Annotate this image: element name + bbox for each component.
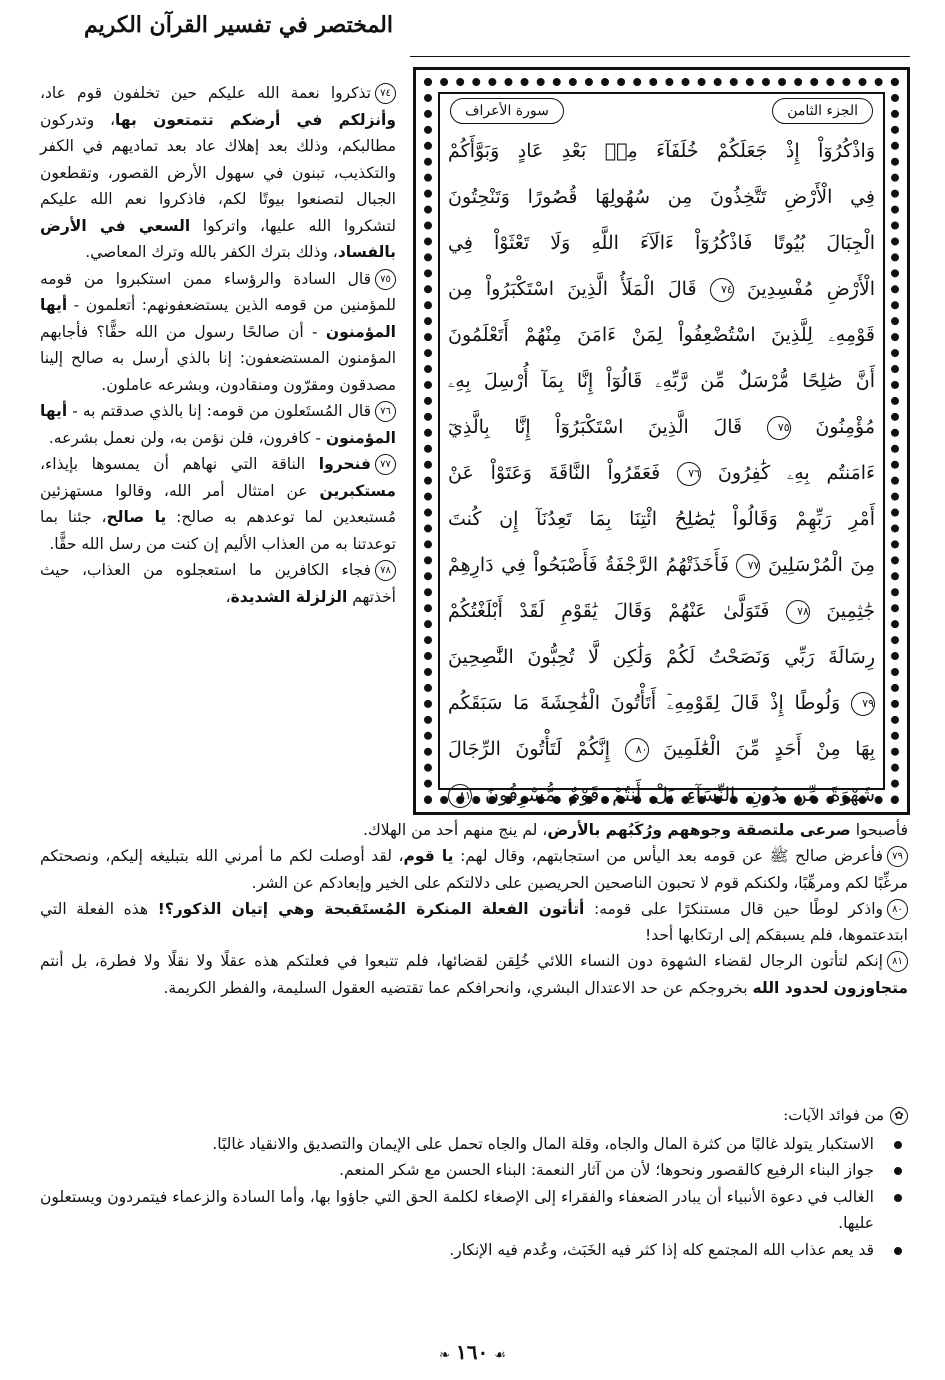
tafsir-side-column — [40, 80, 396, 610]
quran-text-panel — [438, 92, 885, 806]
verse-text: أَنَّ صَٰلِحًا مُّرْسَلٌ مِّن رَّبِّهِۦ قَالُوٓاْ إِنَّا بِمَآ أُرْسِلَ بِهِۦ — [448, 370, 875, 392]
verse-number: ٧٥ — [767, 416, 791, 440]
verse-number: ٧٩ — [887, 846, 908, 867]
verse-text: قَوْمِهِۦ لِلَّذِينَ اسْتُضْعِفُواْ لِمَنْ ءَامَنَ مِنْهُمْ أَتَعْلَمُونَ — [448, 324, 875, 346]
part-label: الجزء الثامن — [772, 98, 873, 124]
tafsir-text: فأعرض صالح ﷺ عن قومه بعد اليأس من استجابتهم، وقال لهم: يا قوم، لقد أوصلت لكم ما أمرني الله بتبليغه إليكم، ونصحتكم مرغِّبًا لكم ومرهِّبًا، ولكنكم قوم لا تحبون الناصحين الحريصين على دلالتكم على الخير وإبعادكم عن الشر. — [40, 847, 908, 892]
lessons-list — [40, 1131, 908, 1264]
verse-text: رِسَالَةَ رَبِّي وَنَصَحْتُ لَكُمْ وَلَٰكِن لَّا تُحِبُّونَ النَّٰصِحِينَ — [448, 646, 875, 668]
verse-number: ٧٨ — [786, 600, 810, 624]
verse-line — [442, 496, 881, 542]
verse-line — [442, 450, 881, 496]
ornament-right-icon: ☙ — [494, 1348, 506, 1363]
verse-line — [442, 726, 881, 772]
verse-text: فَتَوَلَّىٰ عَنْهُمْ وَقَالَ يَٰقَوْمِ لَقَدْ أَبْلَغْتُكُمْ — [448, 600, 770, 622]
tafsir-paragraph — [40, 843, 908, 896]
tafsir-text: فنحروا الناقة التي نهاهم أن يمسوها بإيذاء، مستكبرين عن امتثال أمر الله، وقالوا مستهزئين مُستبعدين لما توعدهم به صالح: يا صالح، جئنا بما توعدتنا به من العذاب الأليم إن كنت من رسل الله حقًّا. — [40, 455, 396, 553]
page-number — [0, 1340, 945, 1364]
verse-line — [442, 266, 881, 312]
verse-text: وَاذْكُرُوٓاْ إِذْ جَعَلَكُمْ خُلَفَآءَ مِنۢ بَعْدِ عَادٍ وَبَوَّأَكُمْ — [448, 140, 875, 162]
verse-line — [442, 174, 881, 220]
verse-line — [442, 312, 881, 358]
lessons-title: من فوائد الآيات: — [783, 1106, 884, 1124]
verse-line — [442, 358, 881, 404]
verse-line — [442, 588, 881, 634]
verse-line — [442, 772, 881, 818]
verse-number: ٨٠ — [625, 738, 649, 762]
verse-text: فِي الْأَرْضِ تَتَّخِذُونَ مِن سُهُولِهَا قُصُورًا وَتَنْحِتُونَ — [448, 186, 875, 208]
verse-line — [442, 404, 881, 450]
verse-text: مِنَ الْمُرْسَلِينَ — [767, 554, 876, 576]
verse-number: ٧٦ — [677, 462, 701, 486]
verse-number: ٧٨ — [375, 560, 396, 581]
tafsir-text: تذكروا نعمة الله عليكم حين تخلفون قوم عاد، وأنزلكم في أرضكم تتمتعون بها، وتدركون مطالبكم، وذلك بعد إهلاك عاد بعد تماديهم في الكفر والتكذيب، تبنون في سهول الأرض القصور، وتقطعون الجبال لتصنعوا بيوتًا لكم، فاذكروا نعم الله عليكم لتشكروا الله عليها، واتركوا السعي في الأرض بالفساد، وذلك بترك الكفر بالله وترك المعاصي. — [40, 84, 396, 261]
verse-text: قَالَ الَّذِينَ اسْتَكْبَرُوٓاْ إِنَّا بِالَّذِيٓ — [448, 416, 743, 438]
lessons-section — [40, 1102, 908, 1263]
tafsir-paragraph — [40, 266, 396, 399]
lesson-item: الغالب في دعوة الأنبياء أن يبادر الضعفاء والفقراء إلى الإصغاء لكلمة الحق التي جاؤوا بها، وأما السادة والزعماء فيتمردون ويستعلون عليها. — [40, 1184, 874, 1237]
header-divider — [410, 56, 910, 57]
tafsir-paragraph — [40, 557, 396, 610]
page-number-text: ١٦٠ — [456, 1340, 489, 1364]
verse-text: جَٰثِمِينَ — [826, 600, 876, 622]
verse-text: بِهَا مِنْ أَحَدٍ مِّنَ الْعَٰلَمِينَ — [663, 738, 875, 760]
ornament-left-icon: ❧ — [439, 1348, 450, 1363]
verse-number: ٧٦ — [375, 401, 396, 422]
verse-number: ٧٧ — [375, 454, 396, 475]
tafsir-paragraph — [40, 817, 908, 843]
tafsir-text: قال المُستَعلون من قومه: إنا بالذي صدقتم به - أيها المؤمنون - كافرون، فلن نؤمن به، ولن نعمل بشرعه. — [40, 402, 396, 447]
verse-text: فَعَقَرُواْ النَّاقَةَ وَعَتَوْاْ عَنْ — [448, 462, 661, 484]
verse-number: ٨٠ — [887, 899, 908, 920]
lesson-item: الاستكبار يتولد غالبًا من كثرة المال والجاه، وقلة المال والجاه تحمل على الإيمان والتصديق والانقياد غالبًا. — [40, 1131, 874, 1158]
verse-number: ٧٧ — [736, 554, 760, 578]
lessons-heading — [40, 1102, 908, 1129]
verse-text: قَالَ الْمَلَأُ الَّذِينَ اسْتَكْبَرُواْ مِن — [448, 278, 697, 300]
verse-text: أَمْرِ رَبِّهِمْ وَقَالُواْ يَٰصَٰلِحُ ائْتِنَا بِمَا تَعِدُنَآ إِن كُنتَ — [448, 508, 875, 530]
verse-line — [442, 128, 881, 174]
flower-icon: ✿ — [890, 1107, 908, 1125]
tafsir-text: فأصبحوا صرعى ملتصقة وجوههم ورُكَبُهم بالأرض، لم ينج منهم أحد من الهلاك. — [363, 821, 908, 839]
surah-label: سورة الأعراف — [450, 98, 564, 124]
verse-number: ٧٤ — [710, 278, 734, 302]
quran-frame — [413, 67, 910, 815]
verse-number: ٧٤ — [375, 83, 396, 104]
verse-number: ٧٥ — [375, 269, 396, 290]
tafsir-text: إنكم لتأتون الرجال لقضاء الشهوة دون النساء اللائي خُلِقن لقضائها، فلم تتبعوا في فعلتكم هذه عقلًا ولا نقلًا ولا فطرة، بل أنتم متجاوزون لحدود الله بخروجكم عن حد الاعتدال البشري، وانحرافكم عما تقتضيه العقول السليمة، والفطر الكريمة. — [40, 952, 908, 997]
lesson-item: قد يعم عذاب الله المجتمع كله إذا كثر فيه الخَبَث، وعُدم فيه الإنكار. — [40, 1237, 874, 1264]
tafsir-full-width — [40, 817, 908, 1001]
verse-text: إِنَّكُمْ لَتَأْتُونَ الرِّجَالَ — [448, 738, 611, 760]
verse-line — [442, 634, 881, 680]
tafsir-paragraph — [40, 451, 396, 557]
lesson-item: جواز البناء الرفيع كالقصور ونحوها؛ لأن من آثار النعمة: البناء الحسن مع شكر المنعم. — [40, 1157, 874, 1184]
verse-number: ٨١ — [448, 784, 472, 808]
verse-line — [442, 542, 881, 588]
tafsir-paragraph — [40, 398, 396, 451]
verse-number: ٨١ — [887, 951, 908, 972]
tafsir-text: واذكر لوطًا حين قال مستنكرًا على قومه: أتأتون الفعلة المنكرة المُستَقبحة وهي إتيان الذكور؟! هذه الفعلة التي ابتدعتموها، فلم يسبقكم إلى ارتكابها أحد! — [40, 899, 908, 945]
tafsir-text: فجاء الكافرين ما استعجلوه من العذاب، حيث أخذتهم الزلزلة الشديدة، — [40, 561, 396, 606]
book-title: المختصر في تفسير القرآن الكريم — [84, 12, 393, 38]
verse-text: فَأَخَذَتْهُمُ الرَّجْفَةُ فَأَصْبَحُواْ فِي دَارِهِمْ — [448, 554, 729, 576]
verse-text: مُؤْمِنُونَ — [815, 416, 876, 438]
verse-number: ٧٩ — [851, 692, 875, 716]
verse-text: شَهْوَةً مِّن دُونِ النِّسَآءِ بَلْ أَنتُمْ قَوْمٌ مُّسْرِفُونَ — [485, 784, 875, 806]
tafsir-paragraph — [40, 948, 908, 1001]
tafsir-text: قال السادة والرؤساء ممن استكبروا من قومه للمؤمنين من قومه الذين يستضعفونهم: أتعلمون - أيها المؤمنون - أن صالحًا رسول من الله حقًّا؟ فأجابهم المؤمنون المستضعفون: إنا بالذي أرسل به صالح إلينا مصدقون ومقرّون ومنقادون، وبشرعه عاملون. — [40, 269, 396, 394]
verse-text: الْجِبَالَ بُيُوتًا فَاذْكُرُوٓاْ ءَالَآءَ اللَّهِ وَلَا تَعْثَوْاْ فِي — [448, 232, 875, 254]
verse-text: وَلُوطًا إِذْ قَالَ لِقَوْمِهِۦٓ أَتَأْتُونَ الْفَٰحِشَةَ مَا سَبَقَكُم — [448, 692, 841, 714]
verse-lines — [442, 128, 881, 818]
verse-line — [442, 220, 881, 266]
verse-text: الْأَرْضِ مُفْسِدِينَ — [747, 278, 876, 300]
verse-text: ءَامَنتُم بِهِۦ كَٰفِرُونَ — [717, 462, 876, 484]
tafsir-paragraph — [40, 80, 396, 266]
verse-line — [442, 680, 881, 726]
tafsir-paragraph — [40, 896, 908, 949]
